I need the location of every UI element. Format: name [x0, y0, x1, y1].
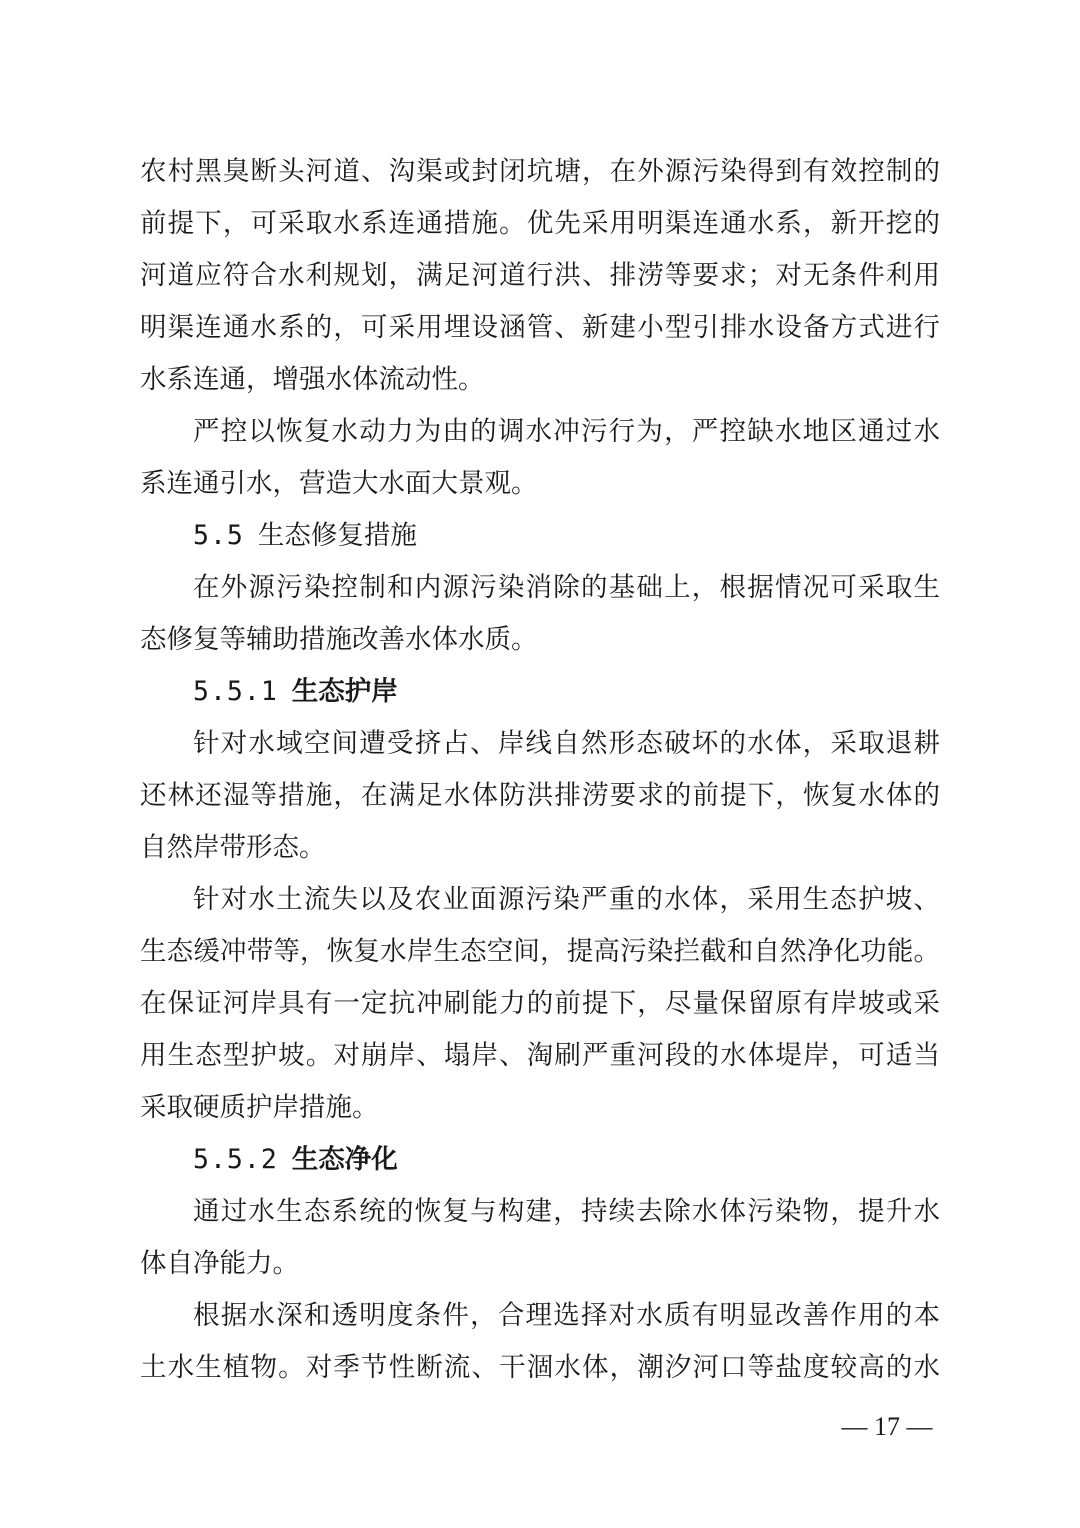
text-line: 自然岸带形态。	[140, 832, 326, 863]
subsection-title: 生态净化	[291, 1144, 398, 1175]
paragraph	[140, 874, 940, 1134]
text-line: 态修复等辅助措施改善水体水质。	[140, 624, 538, 655]
subsection-number: 5.5.1	[193, 676, 278, 707]
text-line: 系连通引水，营造大水面大景观。	[140, 468, 538, 499]
document-body	[140, 146, 940, 1394]
text-line: 针对水域空间遭受挤占、岸线自然形态破坏的水体，采取退耕	[193, 728, 940, 759]
text-line: 明渠连通水系的，可采用埋设涵管、新建小型引排水设备方式进行	[140, 312, 940, 343]
text-line: 水系连通，增强水体流动性。	[140, 364, 485, 395]
section-title: 生态修复措施	[257, 520, 417, 551]
subsection-title: 生态护岸	[291, 676, 398, 707]
paragraph	[140, 718, 940, 874]
paragraph	[140, 1290, 940, 1394]
text-line: 严控以恢复水动力为由的调水冲污行为，严控缺水地区通过水	[193, 416, 940, 447]
text-line: 用生态型护坡。对崩岸、塌岸、淘刷严重河段的水体堤岸，可适当	[140, 1040, 940, 1071]
subsection-heading	[140, 1134, 940, 1186]
paragraph	[140, 146, 940, 406]
text-line: 在外源污染控制和内源污染消除的基础上，根据情况可采取生	[193, 572, 940, 603]
text-line: 生态缓冲带等，恢复水岸生态空间，提高污染拦截和自然净化功能。	[140, 936, 940, 967]
subsection-heading	[140, 666, 940, 718]
text-line: 根据水深和透明度条件，合理选择对水质有明显改善作用的本	[193, 1300, 940, 1331]
text-line: 体自净能力。	[140, 1248, 299, 1279]
section-heading	[140, 510, 940, 562]
text-line: 前提下，可采取水系连通措施。优先采用明渠连通水系，新开挖的	[140, 208, 940, 239]
page-number: — 17 —	[841, 1412, 933, 1441]
text-line: 在保证河岸具有一定抗冲刷能力的前提下，尽量保留原有岸坡或采	[140, 988, 940, 1019]
paragraph	[140, 1186, 940, 1290]
paragraph	[140, 406, 940, 510]
text-line: 通过水生态系统的恢复与构建，持续去除水体污染物，提升水	[193, 1196, 940, 1227]
section-number: 5.5	[193, 520, 244, 551]
subsection-number: 5.5.2	[193, 1144, 278, 1175]
text-line: 土水生植物。对季节性断流、干涸水体，潮汐河口等盐度较高的水	[140, 1352, 940, 1383]
text-line: 农村黑臭断头河道、沟渠或封闭坑塘，在外源污染得到有效控制的	[140, 156, 940, 187]
paragraph	[140, 562, 940, 666]
text-line: 采取硬质护岸措施。	[140, 1092, 379, 1123]
text-line: 针对水土流失以及农业面源污染严重的水体，采用生态护坡、	[193, 884, 940, 915]
text-line: 还林还湿等措施，在满足水体防洪排涝要求的前提下，恢复水体的	[140, 780, 940, 811]
text-line: 河道应符合水利规划，满足河道行洪、排涝等要求；对无条件利用	[140, 260, 940, 291]
